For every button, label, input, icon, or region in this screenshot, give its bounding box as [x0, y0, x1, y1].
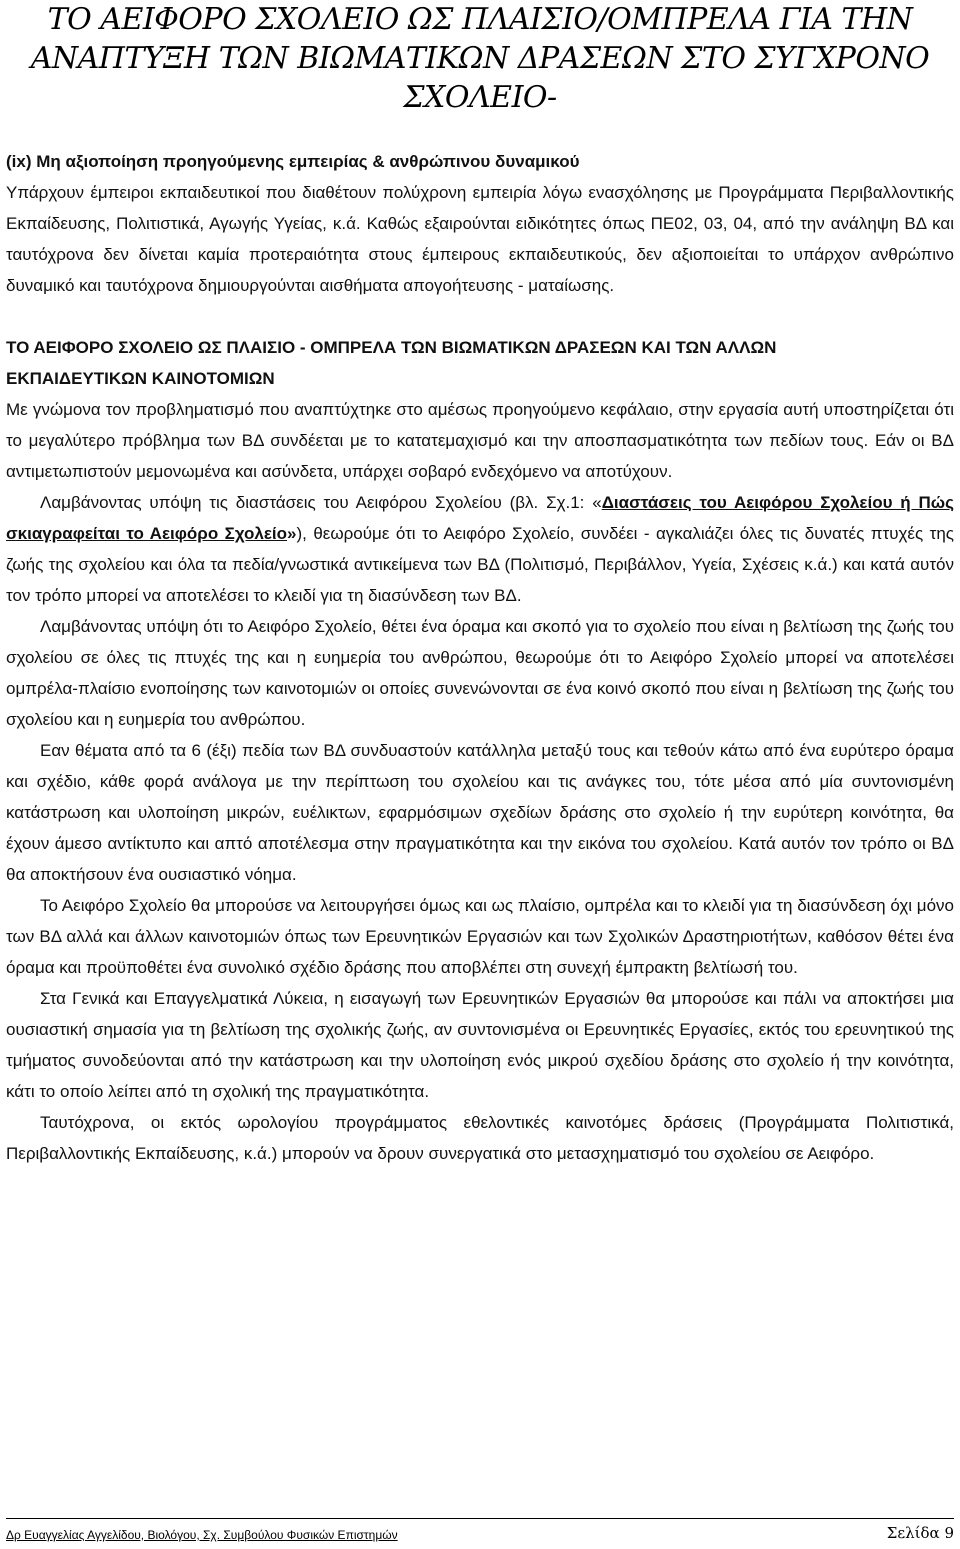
main-title	[6, 332, 954, 394]
paragraph-5: Το Αειφόρο Σχολείο θα μπορούσε να λειτουργήσει όμως και ως πλαίσιο, ομπρέλα και το κλειδί για τη διασύνδεση όχι μόνο των ΒΔ αλλά και άλλων καινοτομιών όπως των Ερευνητικών Εργασιών και των Σχολικών Δραστηριοτήτων, καθόσον θέτει ένα όραμα και προϋποθέτει ένα συνολικό σχέδιο δράσης που αποβλέπει στη συνεχή έμπρακτη βελτίωσή του.	[6, 896, 954, 977]
paragraph-1: Με γνώμονα τον προβληματισμό που αναπτύχτηκε στο αμέσως προηγούμενο κεφάλαιο, στην εργασία αυτή υποστηρίζεται ότι το μεγαλύτερο πρόβλημα των ΒΔ συνδέεται με το κατατεμαχισμό και την αποσπασματικότητα των πεδίων τους. Εάν οι ΒΔ αντιμετωπιστούν μεμονωμένα και ασύνδετα, υπάρχει σοβαρό ενδεχόμενο να αποτύχουν.	[6, 400, 954, 481]
page-number: Σελίδα 9	[886, 1524, 954, 1542]
header-line-3: ΣΧΟΛΕΙΟ-	[403, 80, 557, 115]
section-ix-title: (ix) Μη αξιοποίηση προηγούμενης εμπειρίας & ανθρώπινου δυναμικού	[6, 152, 580, 171]
running-header	[0, 0, 960, 117]
main-title-line-1: ΤΟ ΑΕΙΦΟΡΟ ΣΧΟΛΕΙΟ ΩΣ ΠΛΑΙΣΙΟ - ΟΜΠΡΕΛΑ ΤΩΝ ΒΙΩΜΑΤΙΚΩΝ ΔΡΑΣΕΩΝ ΚΑΙ ΤΩΝ ΑΛΛΩΝ	[6, 338, 777, 357]
header-line-1: ΤΟ ΑΕΙΦΟΡΟ ΣΧΟΛΕΙΟ ΩΣ ΠΛΑΙΣΙΟ/ΟΜΠΡΕΛΑ ΓΙΑ ΤΗΝ	[47, 2, 913, 37]
section-ix-body: Υπάρχουν έμπειροι εκπαιδευτικοί που διαθέτουν πολύχρονη εμπειρία λόγω ενασχόλησης με Προγράμματα Περιβαλλοντικής Εκπαίδευσης, Πολιτιστικά, Αγωγής Υγείας, κ.ά. Καθώς εξαιρούνται ειδικότητες όπως ΠΕ02, 03, 04, από την ανάληψη ΒΔ και ταυτόχρονα δεν δίνεται καμία προτεραιότητα στους έμπειρους εκπαιδευτικούς, δεν αξιοποιείται το υπάρχον ανθρώπινο δυναμικό και ταυτόχρονα δημιουργούνται αισθήματα απογοήτευσης - ματαίωσης.	[6, 183, 954, 295]
figure-reference-title: Διαστάσεις του Αειφόρου Σχολείου ή Πώς σκιαγραφείται το Αειφόρο Σχολείο	[6, 493, 954, 543]
page-body	[6, 146, 954, 1169]
paragraph-4: Εαν θέματα από τα 6 (έξι) πεδία των ΒΔ συνδυαστούν κατάλληλα μεταξύ τους και τεθούν κάτω από ένα ευρύτερο όραμα και σχέδιο, κάθε φορά ανάλογα με την περίπτωση του σχολείου και τις ανάγκες του, τότε μέσα από μία συντονισμένη κατάστρωση και υλοποίηση μικρών, ευέλικτων, εφαρμόσιμων σχεδίων δράσης στο σχολείο ή την ευρύτερη κοινότητα, θα έχουν άμεσο αντίκτυπο και απτό αποτέλεσμα στην πραγματικότητα και την εικόνα του σχολείου. Κατά αυτόν τον τρόπο οι ΒΔ θα αποκτήσουν ένα ουσιαστικό νόημα.	[6, 741, 954, 884]
paragraph-2	[6, 487, 954, 611]
paragraph-3: Λαμβάνοντας υπόψη ότι το Αειφόρο Σχολείο, θέτει ένα όραμα και σκοπό για το σχολείο που είναι η βελτίωση της ζωής του σχολείου σε όλες τις πτυχές της και η ευημερία του ανθρώπου, θεωρούμε ότι το Αειφόρο Σχολείο μπορεί να αποτελέσει ομπρέλα-πλαίσιο ενοποίησης των καινοτομιών οι οποίες συνενώνονται σε ένα κοινό σκοπό που είναι η βελτίωση της ζωής του σχολείου και η ευημερία του ανθρώπου.	[6, 617, 954, 729]
footer-author	[6, 1527, 398, 1543]
paragraph-2-end: ), θεωρούμε ότι το Αειφόρο Σχολείο, συνδέει - αγκαλιάζει όλες τις δυνατές πτυχές της ζωής της σχολείου και όλα τα πεδία/γνωστικά αντικείμενα των ΒΔ (Πολιτισμό, Περιβάλλον, Υγεία, Σχέσεις κ.ά.) και κατά αυτόν τον τρόπο μπορεί να αποτελέσει το κλειδί για τη διασύνδεση των ΒΔ.	[6, 524, 955, 605]
paragraph-2-start: Λαμβάνοντας υπόψη τις διαστάσεις του Αειφόρου Σχολείου (βλ. Σχ.1: «	[40, 493, 602, 512]
main-title-line-2: ΕΚΠΑΙΔΕΥΤΙΚΩΝ ΚΑΙΝΟΤΟΜΙΩΝ	[6, 369, 275, 388]
footer-divider	[6, 1518, 954, 1519]
header-line-2: ΑΝΑΠΤΥΞΗ ΤΩΝ ΒΙΩΜΑΤΙΚΩΝ ΔΡΑΣΕΩΝ ΣΤΟ ΣΥΓΧΡΟΝΟ	[30, 41, 930, 76]
paragraph-6: Στα Γενικά και Επαγγελματικά Λύκεια, η εισαγωγή των Ερευνητικών Εργασιών θα μπορούσε και πάλι να αποκτήσει μια ουσιαστική σημασία για τη βελτίωση της σχολικής ζωής, αν συντονισμένα οι Ερευνητικές Εργασίες, εκτός του ερευνητικού της τμήματος συνοδεύονται από την κατάστρωση και την υλοποίηση ενός μικρού σχεδίου δράσης στο σχολείο ή την κοινότητα, κάτι το οποίο λείπει από τη σχολική της πραγματικότητα.	[6, 989, 954, 1101]
paragraph-7: Ταυτόχρονα, οι εκτός ωρολογίου προγράμματος εθελοντικές καινοτόμες δράσεις (Προγράμματα Πολιτιστικά, Περιβαλλοντικής Εκπαίδευσης, κ.ά.) μπορούν να δρουν συνεργατικά στο μετασχηματισμό του σχολείου σε Αειφόρο.	[6, 1113, 954, 1163]
footer-author-text: Δρ Ευαγγελίας Αγγελίδου, Βιολόγου, Σχ. Συμβούλου Φυσικών Επιστημών	[6, 1528, 398, 1542]
figure-reference-close: »	[287, 524, 297, 543]
